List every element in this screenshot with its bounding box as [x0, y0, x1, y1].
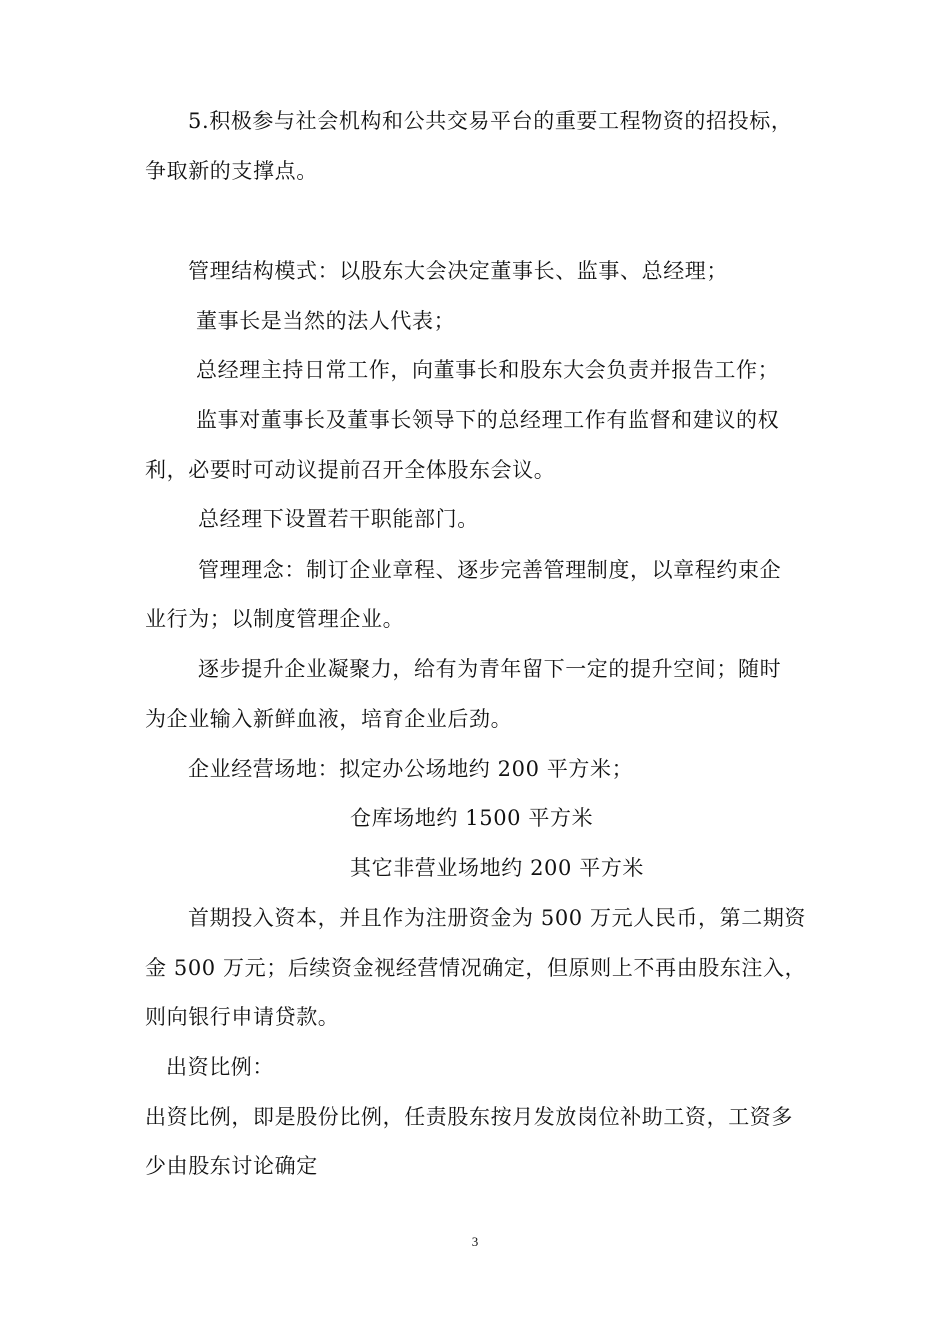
- text-line-9: 管理理念：制订企业章程、逐步完善管理制度，以章程约束企: [198, 558, 782, 582]
- text-line-4: 董事长是当然的法人代表；: [196, 309, 456, 333]
- text-line-19: 出资比例：: [166, 1055, 274, 1079]
- text-line-8: 总经理下设置若干职能部门。: [198, 507, 479, 531]
- text-line-11: 逐步提升企业凝聚力，给有为青年留下一定的提升空间；随时: [198, 657, 782, 681]
- text-line-10: 业行为；以制度管理企业。: [145, 607, 405, 631]
- text-line-6: 监事对董事长及董事长领导下的总经理工作有监督和建议的权: [196, 408, 780, 432]
- text-line-18: 则向银行申请贷款。: [145, 1005, 340, 1029]
- text-line-1: 5.积极参与社会机构和公共交易平台的重要工程物资的招投标，: [188, 109, 793, 133]
- page-number: 3: [471, 1234, 479, 1249]
- text-line-17: 金 500 万元；后续资金视经营情况确定，但原则上不再由股东注入，: [145, 956, 807, 980]
- text-line-12: 为企业输入新鲜血液，培育企业后劲。: [145, 707, 513, 731]
- text-line-14: 仓库场地约 1500 平方米: [350, 806, 594, 830]
- text-line-7: 利，必要时可动议提前召开全体股东会议。: [145, 458, 556, 482]
- text-line-15: 其它非营业场地约 200 平方米: [350, 856, 645, 880]
- text-line-5: 总经理主持日常工作，向董事长和股东大会负责并报告工作；: [196, 358, 780, 382]
- text-line-13: 企业经营场地：拟定办公场地约 200 平方米；: [188, 757, 634, 781]
- text-line-16: 首期投入资本，并且作为注册资金为 500 万元人民币，第二期资: [188, 906, 807, 930]
- text-line-3: 管理结构模式：以股东大会决定董事长、监事、总经理；: [188, 259, 728, 283]
- text-line-20: 出资比例，即是股份比例，任责股东按月发放岗位补助工资，工资多: [145, 1105, 793, 1129]
- text-line-2: 争取新的支撑点。: [145, 159, 318, 183]
- text-line-21: 少由股东讨论确定: [145, 1154, 318, 1178]
